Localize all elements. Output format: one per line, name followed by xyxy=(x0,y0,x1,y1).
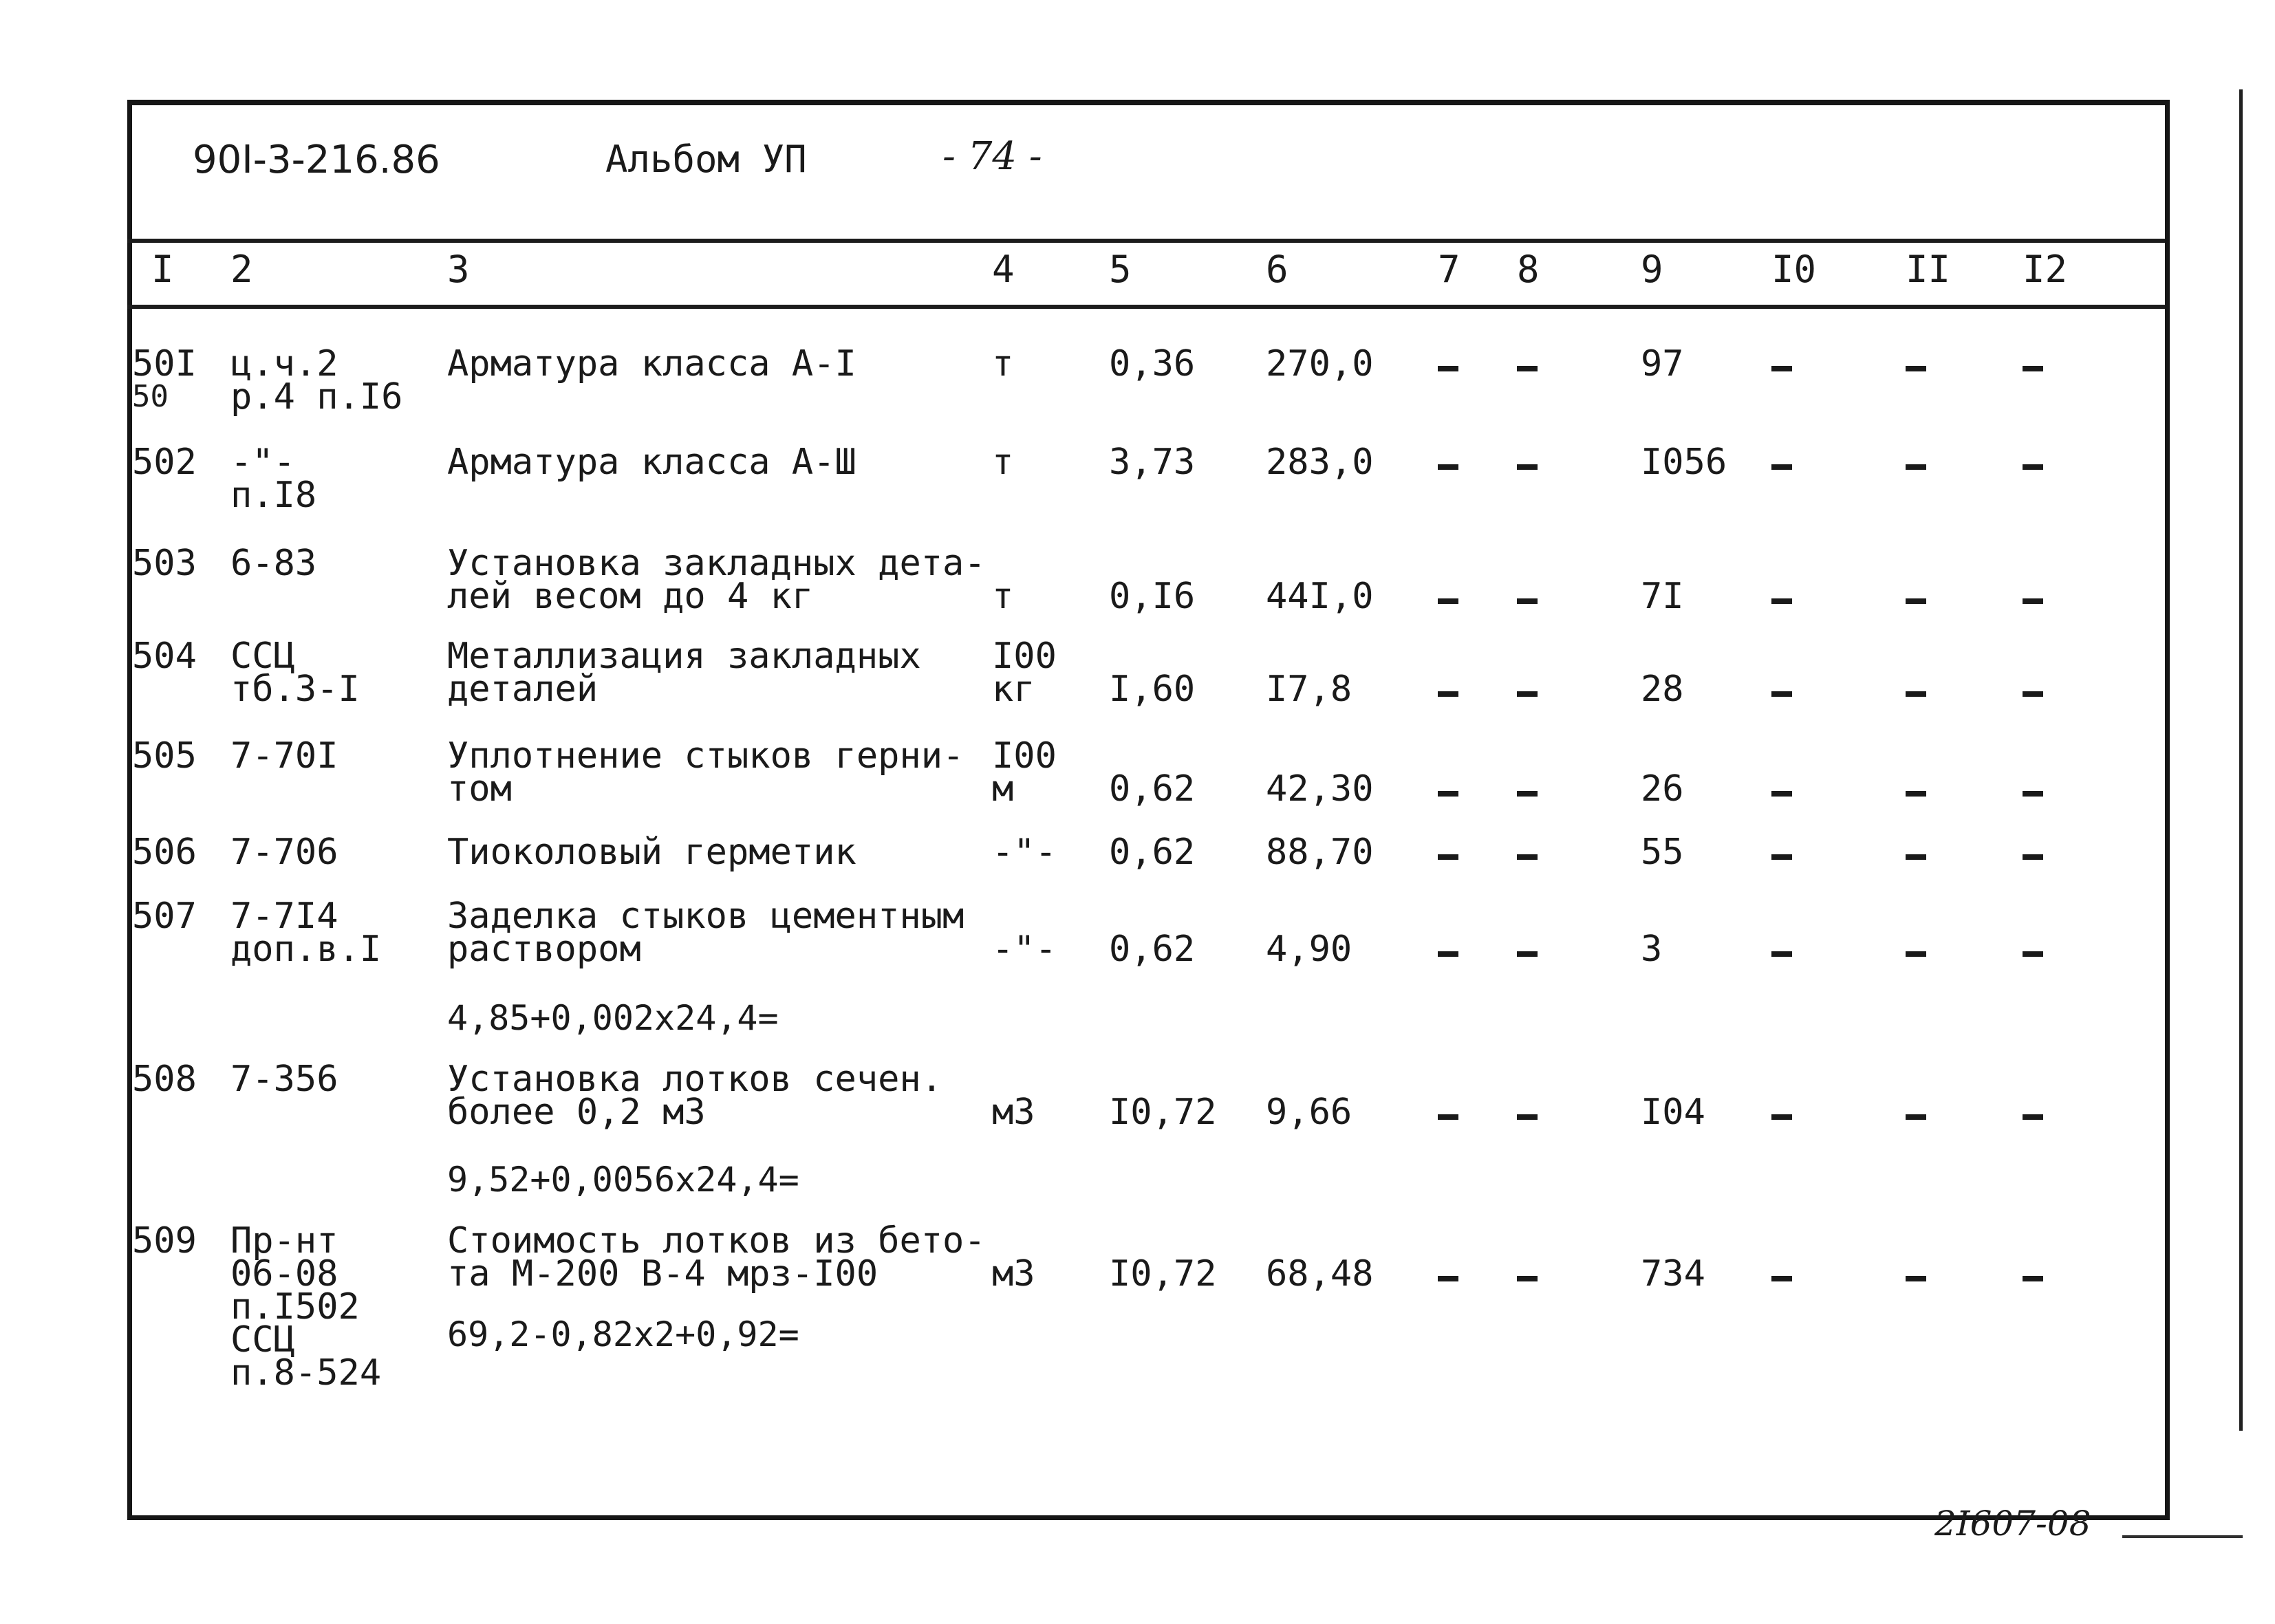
total-cost: 7I xyxy=(1641,576,1684,617)
unit: -"- xyxy=(992,832,1057,873)
dash-mark xyxy=(1517,1276,1538,1281)
empty-dash xyxy=(1517,1260,1538,1293)
unit: т xyxy=(992,442,1014,483)
document-code: 2I607-08 xyxy=(1934,1504,2091,1544)
empty-dash xyxy=(1438,448,1458,481)
unit: -"- xyxy=(992,929,1057,970)
dash-mark xyxy=(1438,1276,1458,1281)
empty-dash xyxy=(1771,350,1792,383)
dash-mark xyxy=(1438,951,1458,957)
empty-dash xyxy=(1771,1260,1792,1293)
work-name: Заделка стыков цементным раствором xyxy=(447,896,964,970)
rate-code: -"- п.I8 xyxy=(230,442,317,516)
empty-dash xyxy=(1438,583,1458,616)
dash-mark xyxy=(1517,854,1538,860)
dash-mark xyxy=(1906,791,1926,797)
dash-mark xyxy=(1517,951,1538,957)
empty-dash xyxy=(1906,775,1926,808)
dash-mark xyxy=(1771,598,1792,604)
quantity: I0,72 xyxy=(1109,1253,1217,1295)
unit: I00 кг xyxy=(992,636,1057,710)
dash-mark xyxy=(1438,366,1458,371)
row-number: 509 xyxy=(132,1220,197,1262)
empty-dash xyxy=(1906,350,1926,383)
page-number: - 74 - xyxy=(942,134,1042,179)
empty-dash xyxy=(1438,838,1458,871)
dash-mark xyxy=(1906,464,1926,470)
rate-code: Пр-нт 06-08 п.I502 ССЦ п.8-524 xyxy=(230,1220,382,1394)
column-number: 9 xyxy=(1641,248,1663,291)
dash-mark xyxy=(2023,1276,2043,1281)
total-cost: I056 xyxy=(1641,442,1727,483)
unit-price: 44I,0 xyxy=(1266,576,1374,617)
quantity: 0,62 xyxy=(1109,832,1196,873)
work-name: Тиоколовый герметик xyxy=(447,832,856,873)
quantity: 0,I6 xyxy=(1109,576,1196,617)
unit-price: 68,48 xyxy=(1266,1253,1374,1295)
empty-dash xyxy=(2023,583,2043,616)
empty-dash xyxy=(1771,775,1792,808)
dash-mark xyxy=(1771,366,1792,371)
total-cost: 28 xyxy=(1641,669,1684,710)
dash-mark xyxy=(1438,854,1458,860)
price-formula: 9,52+0,0056х24,4= xyxy=(447,1160,799,1200)
dash-mark xyxy=(2023,366,2043,371)
empty-dash xyxy=(1771,675,1792,708)
empty-dash xyxy=(1517,775,1538,808)
dash-mark xyxy=(1438,691,1458,697)
column-number: II xyxy=(1906,248,1951,291)
empty-dash xyxy=(1517,448,1538,481)
empty-dash xyxy=(2023,935,2043,968)
empty-dash xyxy=(1517,675,1538,708)
dash-mark xyxy=(1906,1276,1926,1281)
empty-dash xyxy=(1906,935,1926,968)
unit: т xyxy=(992,576,1014,617)
empty-dash xyxy=(1906,1260,1926,1293)
work-name: Установка закладных дета- лей весом до 4 кг xyxy=(447,543,986,617)
empty-dash xyxy=(2023,775,2043,808)
row-number: 50I xyxy=(132,343,197,385)
total-cost: 26 xyxy=(1641,768,1684,810)
quantity: 3,73 xyxy=(1109,442,1196,483)
empty-dash xyxy=(1906,583,1926,616)
dash-mark xyxy=(2023,854,2043,860)
empty-dash xyxy=(1517,935,1538,968)
empty-dash xyxy=(1438,1098,1458,1132)
rate-code: 7-70I xyxy=(230,735,338,777)
dash-mark xyxy=(1517,691,1538,697)
empty-dash xyxy=(2023,448,2043,481)
dash-mark xyxy=(1517,791,1538,797)
page-frame xyxy=(127,100,2170,1520)
empty-dash xyxy=(1517,350,1538,383)
sheet-id: 90I-3-216.86 xyxy=(193,138,440,182)
dash-mark xyxy=(1771,691,1792,697)
dash-mark xyxy=(1906,366,1926,371)
work-name: Стоимость лотков из бето- та М-200 В-4 мрз-I00 xyxy=(447,1220,986,1295)
row-number: 506 xyxy=(132,832,197,873)
page-edge-line xyxy=(2239,89,2243,1431)
dash-mark xyxy=(1517,1114,1538,1120)
dash-mark xyxy=(1906,1114,1926,1120)
dash-mark xyxy=(1906,598,1926,604)
work-name: Арматура класса А-Ш xyxy=(447,442,856,483)
dash-mark xyxy=(1438,464,1458,470)
unit: м3 xyxy=(992,1253,1035,1295)
quantity: I,60 xyxy=(1109,669,1196,710)
column-number: I2 xyxy=(2023,248,2068,291)
column-header-rule xyxy=(127,305,2165,309)
empty-dash xyxy=(1771,583,1792,616)
unit: м3 xyxy=(992,1092,1035,1133)
dash-mark xyxy=(2023,598,2043,604)
unit-price: 42,30 xyxy=(1266,768,1374,810)
unit: I00 м xyxy=(992,735,1057,810)
empty-dash xyxy=(1517,583,1538,616)
quantity: I0,72 xyxy=(1109,1092,1217,1133)
rate-code: 6-83 xyxy=(230,543,317,584)
row-number: 505 xyxy=(132,735,197,777)
empty-dash xyxy=(1906,448,1926,481)
empty-dash xyxy=(1771,935,1792,968)
dash-mark xyxy=(2023,951,2043,957)
empty-dash xyxy=(2023,1098,2043,1132)
rate-code: 7-706 xyxy=(230,832,338,873)
column-number: 2 xyxy=(230,248,253,291)
row-number-extra: 50 xyxy=(132,379,169,414)
empty-dash xyxy=(1906,675,1926,708)
unit-price: 270,0 xyxy=(1266,343,1374,385)
row-number: 502 xyxy=(132,442,197,483)
empty-dash xyxy=(1438,675,1458,708)
dash-mark xyxy=(1906,691,1926,697)
empty-dash xyxy=(1438,775,1458,808)
unit-price: 283,0 xyxy=(1266,442,1374,483)
unit-price: I7,8 xyxy=(1266,669,1352,710)
empty-dash xyxy=(2023,675,2043,708)
dash-mark xyxy=(1906,854,1926,860)
work-name: Уплотнение стыков герни- том xyxy=(447,735,964,810)
row-number: 507 xyxy=(132,896,197,937)
total-cost: 55 xyxy=(1641,832,1684,873)
dash-mark xyxy=(1438,598,1458,604)
dash-mark xyxy=(1771,951,1792,957)
price-formula: 4,85+0,002х24,4= xyxy=(447,998,779,1038)
column-number: 6 xyxy=(1266,248,1289,291)
dash-mark xyxy=(2023,464,2043,470)
empty-dash xyxy=(2023,350,2043,383)
empty-dash xyxy=(1906,1098,1926,1132)
empty-dash xyxy=(1906,838,1926,871)
empty-dash xyxy=(1517,1098,1538,1132)
empty-dash xyxy=(2023,838,2043,871)
album-title: Альбом УП xyxy=(605,138,807,181)
unit-price: 9,66 xyxy=(1266,1092,1352,1133)
empty-dash xyxy=(1771,838,1792,871)
row-number: 503 xyxy=(132,543,197,584)
column-number: 5 xyxy=(1109,248,1132,291)
dash-mark xyxy=(1517,366,1538,371)
dash-mark xyxy=(1438,791,1458,797)
dash-mark xyxy=(1517,598,1538,604)
rate-code: ц.ч.2 р.4 п.I6 xyxy=(230,343,403,418)
dash-mark xyxy=(1906,951,1926,957)
empty-dash xyxy=(1438,1260,1458,1293)
total-cost: 3 xyxy=(1641,929,1663,970)
column-number: 8 xyxy=(1517,248,1540,291)
work-name: Металлизация закладных деталей xyxy=(447,636,921,710)
unit-price: 4,90 xyxy=(1266,929,1352,970)
empty-dash xyxy=(1438,350,1458,383)
unit-price: 88,70 xyxy=(1266,832,1374,873)
column-number: I xyxy=(151,248,174,291)
column-number: I0 xyxy=(1771,248,1817,291)
dash-mark xyxy=(1771,1114,1792,1120)
price-formula: 69,2-0,82х2+0,92= xyxy=(447,1314,799,1354)
dash-mark xyxy=(1771,854,1792,860)
empty-dash xyxy=(1517,838,1538,871)
quantity: 0,62 xyxy=(1109,768,1196,810)
empty-dash xyxy=(2023,1260,2043,1293)
total-cost: 97 xyxy=(1641,343,1684,385)
dash-mark xyxy=(1771,464,1792,470)
quantity: 0,62 xyxy=(1109,929,1196,970)
unit: т xyxy=(992,343,1014,385)
empty-dash xyxy=(1771,448,1792,481)
dash-mark xyxy=(1517,464,1538,470)
rate-code: ССЦ тб.3-I xyxy=(230,636,360,710)
rate-code: 7-356 xyxy=(230,1059,338,1100)
header-rule xyxy=(127,239,2165,243)
quantity: 0,36 xyxy=(1109,343,1196,385)
total-cost: 734 xyxy=(1641,1253,1705,1295)
footer-line xyxy=(2122,1535,2243,1538)
dash-mark xyxy=(2023,791,2043,797)
row-number: 504 xyxy=(132,636,197,677)
rate-code: 7-7I4 доп.в.I xyxy=(230,896,382,970)
column-number: 4 xyxy=(992,248,1015,291)
dash-mark xyxy=(1438,1114,1458,1120)
work-name: Арматура класса А-I xyxy=(447,343,856,385)
dash-mark xyxy=(2023,1114,2043,1120)
column-number: 3 xyxy=(447,248,470,291)
dash-mark xyxy=(2023,691,2043,697)
empty-dash xyxy=(1771,1098,1792,1132)
empty-dash xyxy=(1438,935,1458,968)
column-number: 7 xyxy=(1438,248,1460,291)
dash-mark xyxy=(1771,1276,1792,1281)
total-cost: I04 xyxy=(1641,1092,1705,1133)
work-name: Установка лотков сечен. более 0,2 м3 xyxy=(447,1059,943,1133)
dash-mark xyxy=(1771,791,1792,797)
row-number: 508 xyxy=(132,1059,197,1100)
